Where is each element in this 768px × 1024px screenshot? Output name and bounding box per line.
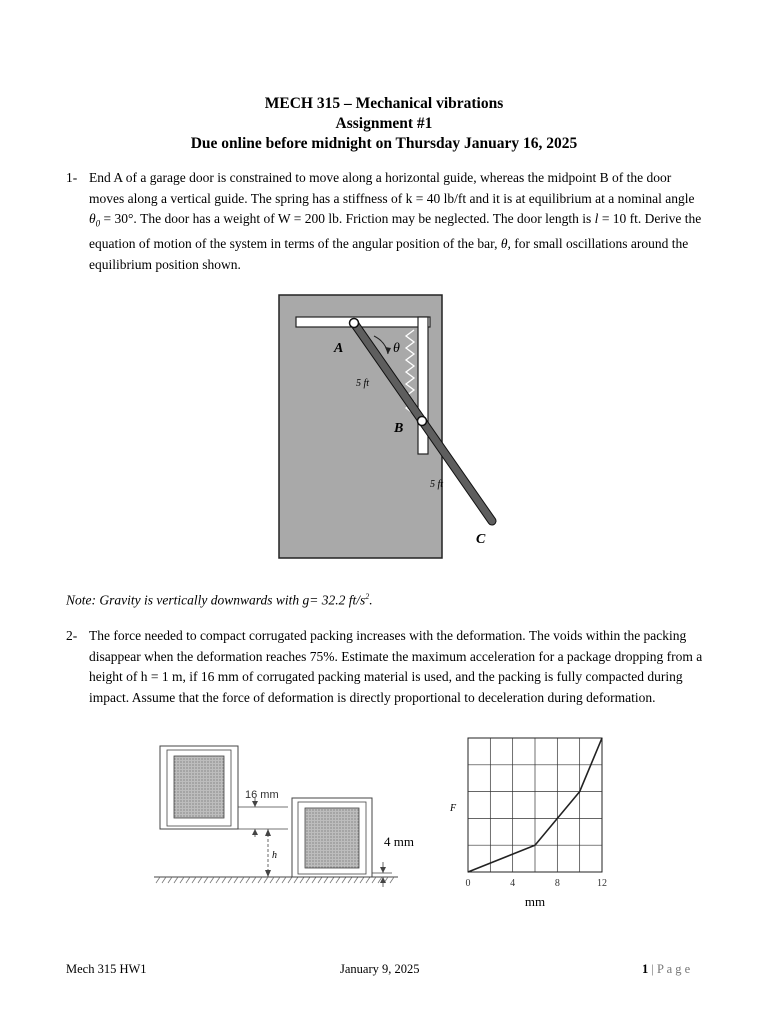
arrow-icon: [252, 829, 258, 835]
arrow-icon: [252, 801, 258, 807]
falling-package-content: [174, 756, 224, 818]
label-a: A: [334, 341, 344, 356]
label-length-lower: 5 ft: [430, 479, 444, 490]
packing-diagram: [150, 740, 414, 890]
garage-door-figure: [270, 290, 510, 560]
chart-svg: [440, 730, 630, 920]
label-b: B: [394, 421, 404, 436]
label-theta: θ: [393, 341, 400, 356]
pin-a: [350, 319, 359, 328]
due-date: Due online before midnight on Thursday January 16, 2025: [190, 135, 578, 152]
arrow-icon: [265, 870, 271, 877]
pin-b: [418, 417, 427, 426]
problem-text-part: = 10 ft. Derive the equation of motion of the system in terms of the angular position of the bar,: [89, 211, 702, 252]
problem-number: 2-: [66, 628, 78, 643]
horizontal-guide: [296, 317, 430, 327]
x-tick-label: 0: [465, 878, 471, 889]
arrow-icon: [380, 877, 386, 883]
problem-text-part: End A of a garage door is constrained to move along a horizontal guide, whereas the midpoint B of the door moves along a vertical guide. The spring has a stiffness of k = 40 lb/ft and it is at equilibrium at a nominal angle: [89, 170, 695, 206]
problem-number: 1-: [66, 170, 78, 185]
problem-2: [66, 626, 706, 708]
ground-hatching: [156, 877, 394, 883]
x-tick-label: 4: [510, 878, 516, 889]
problem-text-part: = 30°. The door has a weight of W = 200 lb. Friction may be neglected. The door length is: [100, 211, 595, 226]
length-symbol: l: [594, 211, 599, 226]
footer-date: January 9, 2025: [340, 962, 420, 976]
document-header: [0, 94, 768, 154]
problem-text: The force needed to compact corrugated packing increases with the deformation. The voids within the packing disappear when the deformation reaches 75%. Estimate the maximum acceleration for a package dropping from a height of h = 1 m, if 16 mm of corrugated packing material is used, and the packing is fully compacted during impact. Assume that the force of deformation is directly proportional to deceleration during deformation.: [89, 628, 703, 705]
label-h: h: [272, 850, 277, 861]
arrow-icon: [380, 867, 386, 873]
problem-text: [89, 168, 706, 275]
theta-symbol: θ,: [500, 236, 511, 252]
label-16mm: 16 mm: [245, 789, 279, 801]
label-c: C: [476, 532, 486, 547]
problem-text-part: for small oscillations around the equilibrium position shown.: [89, 236, 689, 272]
page-label: | P a g e: [648, 962, 691, 976]
problem-1: [66, 168, 706, 275]
x-tick-label: 8: [554, 878, 560, 889]
footer-page: [642, 962, 690, 977]
footer-left: Mech 315 HW1: [66, 962, 147, 976]
note-superscript: 2: [365, 592, 370, 601]
gravity-note: [66, 592, 373, 609]
chart-x-label: mm: [524, 894, 546, 909]
x-tick-label: 12: [597, 878, 607, 889]
theta0-symbol: θ: [89, 211, 96, 226]
page-number: 1: [642, 962, 649, 976]
arrow-icon: [265, 829, 271, 836]
assignment-title: Assignment #1: [335, 115, 433, 132]
label-length-upper: 5 ft: [356, 378, 370, 389]
label-4mm: 4 mm: [384, 834, 414, 849]
packing-figure: [150, 740, 414, 890]
chart-y-label: F: [450, 803, 457, 814]
note-suffix: .: [369, 592, 373, 608]
course-title: MECH 315 – Mechanical vibrations: [264, 95, 504, 112]
theta0-subscript: 0: [95, 218, 101, 229]
garage-door-diagram: [270, 290, 510, 560]
force-deformation-chart: [440, 730, 630, 920]
note-text: Note: Gravity is vertically downwards with g= 32.2 ft/s: [66, 592, 366, 608]
landed-package-content: [305, 808, 359, 868]
